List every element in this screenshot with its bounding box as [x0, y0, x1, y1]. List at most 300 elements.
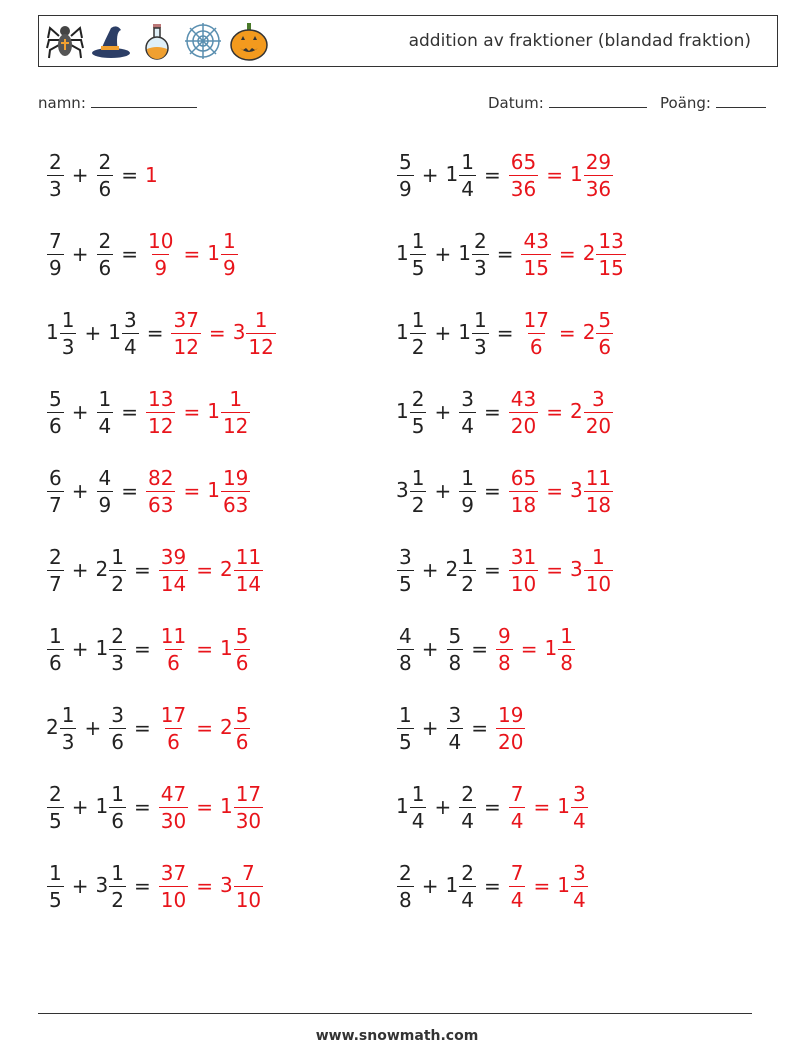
denominator: 6 — [49, 650, 62, 675]
numerator: 19 — [498, 702, 524, 727]
fraction — [221, 467, 250, 516]
numerator: 4 — [399, 623, 412, 648]
fraction — [234, 704, 251, 753]
denominator: 12 — [248, 334, 274, 359]
mixed-number — [233, 309, 277, 358]
mixed-number — [145, 467, 176, 516]
denominator: 6 — [98, 255, 112, 280]
name-field — [38, 93, 197, 112]
date-field — [488, 93, 647, 112]
denominator: 63 — [222, 492, 249, 517]
numerator: 31 — [510, 544, 537, 569]
score-line — [716, 93, 766, 108]
denominator: 8 — [560, 650, 573, 675]
denominator: 9 — [49, 255, 62, 280]
denominator: 18 — [585, 492, 612, 517]
fraction — [410, 467, 427, 516]
mixed-number — [46, 783, 65, 832]
equals-sign: = — [133, 716, 151, 740]
plus-sign: + — [421, 558, 439, 582]
denominator: 8 — [399, 887, 412, 912]
fraction — [584, 467, 613, 516]
denominator: 5 — [49, 808, 62, 833]
plus-sign: + — [84, 321, 102, 345]
denominator: 4 — [510, 808, 524, 833]
denominator: 8 — [498, 650, 511, 675]
mixed-number — [396, 309, 427, 358]
numerator: 1 — [222, 228, 236, 253]
denominator: 3 — [61, 334, 75, 359]
numerator: 43 — [523, 228, 549, 253]
mixed-number — [108, 309, 139, 358]
whole-part: 3 — [396, 477, 409, 502]
problem-row — [396, 461, 614, 521]
denominator: 5 — [399, 729, 412, 754]
problem-row — [396, 540, 614, 600]
mixed-number — [570, 546, 614, 595]
whole-part: 3 — [569, 477, 583, 502]
problem-row — [396, 224, 627, 284]
mixed-number — [508, 388, 539, 437]
mixed-number — [220, 783, 264, 832]
mixed-number — [108, 704, 127, 753]
denominator: 14 — [235, 571, 262, 596]
problem-row — [46, 145, 158, 205]
plus-sign: + — [71, 637, 89, 661]
equals-sign: = — [196, 795, 213, 819]
problem-row — [46, 540, 264, 600]
whole-part: 2 — [582, 319, 596, 344]
denominator: 15 — [523, 255, 549, 280]
mixed-number — [207, 230, 238, 279]
denominator: 6 — [111, 808, 124, 833]
mixed-number — [158, 625, 189, 674]
fraction — [47, 151, 64, 200]
problem-row — [396, 856, 589, 916]
equals-sign: = — [133, 558, 151, 582]
whole-part: 1 — [219, 635, 233, 660]
numerator: 2 — [461, 860, 474, 885]
denominator: 6 — [235, 729, 249, 754]
denominator: 5 — [411, 413, 425, 438]
numerator: 11 — [585, 465, 612, 490]
mixed-number — [508, 862, 527, 911]
plus-sign: + — [434, 242, 452, 266]
fraction — [410, 783, 427, 832]
mixed-number — [96, 388, 115, 437]
numerator: 65 — [510, 465, 537, 490]
whole-part: 1 — [207, 240, 220, 265]
fraction — [234, 862, 263, 911]
denominator: 30 — [160, 808, 187, 833]
problem-row — [46, 777, 264, 837]
denominator: 4 — [123, 334, 137, 359]
whole-part: 3 — [219, 872, 233, 897]
denominator: 5 — [49, 887, 62, 912]
denominator: 6 — [529, 334, 543, 359]
numerator: 1 — [49, 860, 62, 885]
fraction — [521, 230, 550, 279]
numerator: 10 — [148, 228, 174, 253]
icon-row — [45, 20, 269, 62]
whole-part: 1 — [207, 398, 220, 423]
numerator: 2 — [98, 228, 112, 253]
numerator: 1 — [49, 623, 62, 648]
numerator: 7 — [242, 860, 255, 885]
fraction — [472, 309, 489, 358]
denominator: 8 — [399, 650, 412, 675]
fraction — [171, 309, 200, 358]
fraction — [571, 783, 588, 832]
fraction — [509, 151, 538, 200]
mixed-number — [446, 862, 477, 911]
fraction — [221, 388, 250, 437]
fraction — [122, 309, 139, 358]
equals-sign: = — [183, 400, 201, 424]
denominator: 6 — [235, 650, 249, 675]
mixed-number — [96, 230, 115, 279]
mixed-number — [46, 704, 77, 753]
fraction — [558, 625, 575, 674]
fraction — [410, 309, 427, 358]
fraction — [397, 704, 414, 753]
fraction — [60, 704, 77, 753]
plus-sign: + — [434, 400, 452, 424]
mixed-number — [570, 151, 614, 200]
whole-part: 1 — [396, 319, 409, 344]
spider-icon — [45, 20, 85, 62]
whole-part: 1 — [445, 872, 459, 897]
fraction — [159, 704, 188, 753]
mixed-number — [458, 388, 477, 437]
denominator: 4 — [461, 413, 474, 438]
denominator: 7 — [49, 492, 62, 517]
denominator: 5 — [399, 571, 412, 596]
fraction — [159, 546, 188, 595]
numerator: 1 — [411, 228, 425, 253]
fraction — [496, 704, 525, 753]
fraction — [109, 625, 126, 674]
whole-part: 1 — [396, 793, 409, 818]
denominator: 63 — [148, 492, 174, 517]
denominator: 6 — [98, 176, 112, 201]
mixed-number — [220, 862, 264, 911]
mixed-number — [158, 862, 189, 911]
mixed-number — [396, 783, 427, 832]
numerator: 1 — [61, 307, 75, 332]
whole-part: 3 — [95, 872, 109, 897]
denominator: 4 — [572, 887, 586, 912]
fraction — [47, 783, 64, 832]
score-label: Poäng: — [660, 94, 711, 112]
numerator: 2 — [49, 781, 62, 806]
whole-part: 1 — [458, 319, 471, 344]
mixed-number — [458, 467, 477, 516]
footer-url: www.snowmath.com — [315, 1028, 479, 1044]
numerator: 5 — [49, 386, 62, 411]
equals-sign: = — [546, 479, 563, 503]
numerator: 2 — [399, 860, 412, 885]
whole-part: 2 — [95, 556, 109, 581]
problem-row — [396, 698, 526, 758]
fraction — [109, 546, 126, 595]
denominator: 10 — [510, 571, 537, 596]
fraction — [234, 546, 263, 595]
denominator: 4 — [448, 729, 462, 754]
mixed-number — [46, 230, 65, 279]
numerator: 1 — [399, 702, 412, 727]
equals-sign: = — [471, 637, 488, 661]
mixed-number — [46, 388, 65, 437]
numerator: 65 — [510, 149, 537, 174]
potion-icon — [137, 20, 177, 62]
denominator: 2 — [411, 334, 425, 359]
whole-part: 1 — [219, 793, 233, 818]
numerator: 5 — [598, 307, 612, 332]
numerator: 1 — [560, 623, 573, 648]
denominator: 2 — [461, 571, 474, 596]
plus-sign: + — [421, 637, 439, 661]
denominator: 8 — [448, 650, 462, 675]
answer: 1 — [145, 163, 158, 187]
numerator: 1 — [411, 307, 425, 332]
plus-sign: + — [71, 400, 89, 424]
spiderweb-icon — [183, 20, 223, 62]
denominator: 9 — [461, 492, 474, 517]
numerator: 2 — [111, 623, 124, 648]
mixed-number — [508, 151, 539, 200]
plus-sign: + — [434, 479, 452, 503]
fraction — [159, 862, 188, 911]
whole-part: 1 — [95, 793, 109, 818]
fraction — [47, 625, 64, 674]
mixed-number — [396, 388, 427, 437]
mixed-number — [46, 546, 65, 595]
denominator: 4 — [461, 808, 474, 833]
mixed-number — [557, 783, 588, 832]
whole-part: 2 — [582, 240, 596, 265]
whole-part: 2 — [219, 556, 233, 581]
mixed-number — [96, 862, 127, 911]
mixed-number — [495, 625, 514, 674]
mixed-number — [508, 546, 539, 595]
equals-sign: = — [546, 400, 563, 424]
plus-sign: + — [421, 163, 439, 187]
equals-sign: = — [121, 400, 138, 424]
equals-sign: = — [146, 321, 164, 345]
problem-row — [46, 461, 251, 521]
fraction — [584, 151, 613, 200]
mixed-number — [557, 862, 588, 911]
numerator: 17 — [160, 702, 187, 727]
denominator: 10 — [160, 887, 187, 912]
whole-part: 3 — [232, 319, 246, 344]
mixed-number — [583, 230, 627, 279]
footer-divider — [38, 1013, 752, 1014]
whole-part: 1 — [557, 793, 570, 818]
whole-part: 1 — [557, 872, 570, 897]
fraction — [459, 546, 476, 595]
numerator: 2 — [473, 228, 487, 253]
fraction — [109, 862, 126, 911]
numerator: 1 — [229, 386, 243, 411]
mixed-number — [46, 467, 65, 516]
fraction — [47, 467, 64, 516]
fraction — [146, 230, 175, 279]
problem-row — [396, 382, 614, 442]
denominator: 6 — [49, 413, 62, 438]
fraction — [47, 388, 64, 437]
mixed-number — [396, 546, 415, 595]
mixed-number — [508, 783, 527, 832]
equals-sign: = — [133, 795, 151, 819]
numerator: 11 — [160, 623, 187, 648]
numerator: 3 — [111, 702, 124, 727]
fraction — [509, 783, 526, 832]
mixed-number — [396, 704, 415, 753]
mixed-number — [220, 546, 264, 595]
plus-sign: + — [71, 242, 89, 266]
numerator: 43 — [510, 386, 537, 411]
fraction — [410, 230, 427, 279]
mixed-number — [458, 783, 477, 832]
equals-sign: = — [483, 163, 501, 187]
fraction — [447, 625, 464, 674]
problem-row — [396, 145, 614, 205]
fraction — [447, 704, 464, 753]
score-field — [660, 93, 766, 112]
fraction — [47, 862, 64, 911]
equals-sign: = — [133, 637, 151, 661]
plus-sign: + — [71, 558, 89, 582]
mixed-number — [520, 309, 551, 358]
denominator: 3 — [473, 334, 487, 359]
denominator: 30 — [235, 808, 262, 833]
whole-part: 1 — [46, 319, 59, 344]
numerator: 5 — [448, 623, 462, 648]
denominator: 3 — [49, 176, 62, 201]
equals-sign: = — [546, 558, 563, 582]
denominator: 10 — [235, 887, 262, 912]
denominator: 2 — [111, 571, 124, 596]
numerator: 3 — [572, 781, 586, 806]
denominator: 12 — [173, 334, 199, 359]
numerator: 37 — [160, 860, 187, 885]
mixed-number — [396, 862, 415, 911]
numerator: 1 — [111, 860, 124, 885]
numerator: 2 — [461, 781, 474, 806]
equals-sign: = — [196, 716, 213, 740]
numerator: 29 — [585, 149, 612, 174]
denominator: 3 — [473, 255, 487, 280]
fraction — [509, 862, 526, 911]
denominator: 6 — [167, 650, 180, 675]
mixed-number — [583, 309, 614, 358]
witch-hat-icon — [91, 20, 131, 62]
mixed-number — [46, 151, 65, 200]
denominator: 12 — [222, 413, 249, 438]
fraction — [472, 230, 489, 279]
numerator: 1 — [461, 544, 474, 569]
equals-sign: = — [558, 242, 576, 266]
equals-sign: = — [533, 874, 551, 898]
mixed-number — [446, 151, 477, 200]
whole-part: 2 — [46, 714, 59, 739]
header-box — [38, 15, 778, 67]
fraction — [60, 309, 77, 358]
fraction — [97, 467, 114, 516]
problem-row — [396, 777, 589, 837]
denominator: 10 — [585, 571, 612, 596]
denominator: 2 — [411, 492, 425, 517]
mixed-number — [396, 230, 427, 279]
mixed-number — [458, 230, 489, 279]
problem-row — [46, 382, 251, 442]
fraction — [146, 467, 175, 516]
numerator: 3 — [461, 386, 474, 411]
fraction — [146, 388, 175, 437]
numerator: 2 — [411, 386, 425, 411]
date-label: Datum: — [488, 94, 544, 112]
mixed-number — [207, 388, 251, 437]
fraction — [159, 783, 188, 832]
mixed-number — [96, 151, 115, 200]
equals-sign: = — [121, 242, 138, 266]
equals-sign: = — [121, 479, 138, 503]
equals-sign: = — [496, 321, 514, 345]
denominator: 4 — [510, 887, 524, 912]
whole-part: 3 — [569, 556, 583, 581]
numerator: 5 — [235, 623, 249, 648]
equals-sign: = — [496, 242, 514, 266]
plus-sign: + — [71, 795, 89, 819]
fraction — [159, 625, 188, 674]
numerator: 13 — [598, 228, 624, 253]
mixed-number — [145, 230, 176, 279]
numerator: 1 — [473, 307, 487, 332]
problem-row — [396, 619, 576, 679]
whole-part: 1 — [569, 161, 583, 186]
whole-part: 2 — [219, 714, 233, 739]
numerator: 4 — [98, 465, 112, 490]
mixed-number — [220, 704, 251, 753]
denominator: 36 — [510, 176, 537, 201]
mixed-number — [508, 467, 539, 516]
equals-sign: = — [483, 400, 501, 424]
mixed-number — [545, 625, 576, 674]
numerator: 19 — [222, 465, 249, 490]
denominator: 9 — [98, 492, 112, 517]
numerator: 1 — [111, 544, 124, 569]
equals-sign: = — [471, 716, 488, 740]
numerator: 17 — [235, 781, 262, 806]
fraction — [410, 388, 427, 437]
mixed-number — [446, 704, 465, 753]
mixed-number — [520, 230, 551, 279]
mixed-number — [207, 467, 251, 516]
plus-sign: + — [71, 479, 89, 503]
plus-sign: + — [421, 716, 439, 740]
mixed-number — [158, 546, 189, 595]
fraction — [97, 388, 114, 437]
numerator: 7 — [510, 860, 524, 885]
fraction — [584, 546, 613, 595]
fraction — [596, 230, 625, 279]
fraction — [521, 309, 550, 358]
problem-row — [46, 619, 251, 679]
denominator: 4 — [461, 887, 474, 912]
mixed-number — [396, 625, 415, 674]
